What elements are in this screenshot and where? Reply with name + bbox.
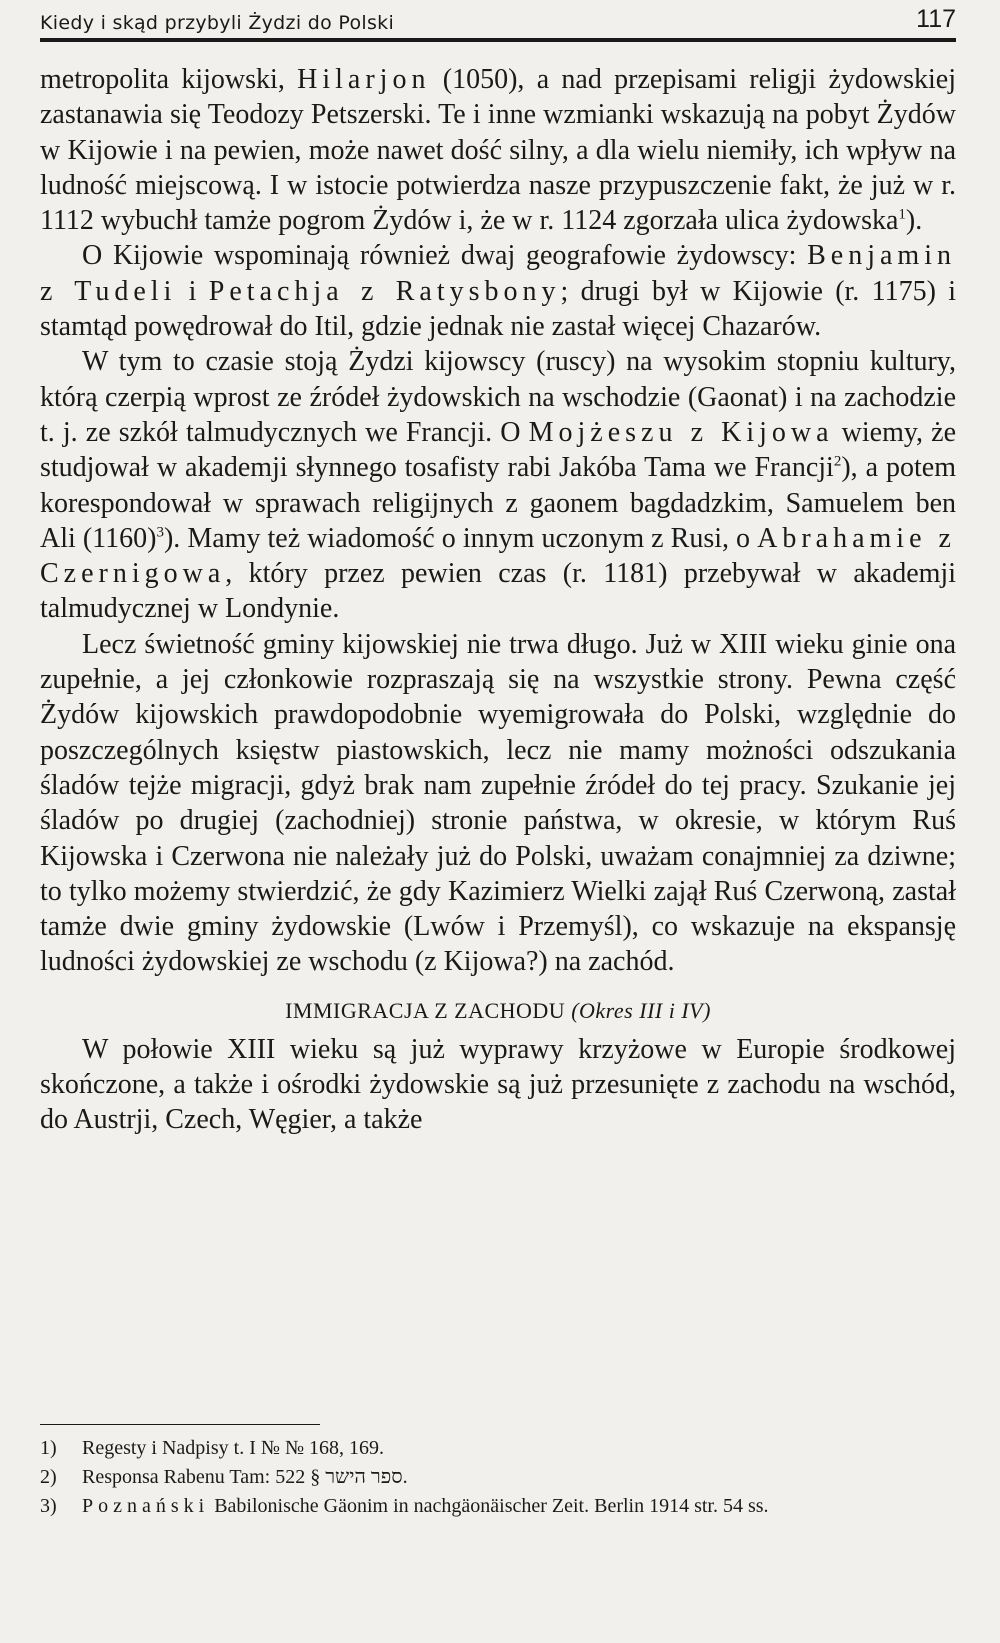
section-title: IMMIGRACJA Z ZACHODU — [285, 997, 566, 1023]
footnote-text: Babilonische Gäonim in nachgäonäischer Zeit. Berlin 1914 str. 54 ss. — [209, 1495, 769, 1517]
footnotes — [40, 1434, 956, 1521]
spaced-name: Mojżeszu z Kijowa — [528, 416, 834, 448]
spaced-name: Petachja z Ratysbony — [208, 275, 561, 307]
paragraph-2: O Kijowie wspominają również dwaj geografowie żydowscy: Benjamin z Tudeli i Petachja z Ratysbony; drugi był w Kijowie (r. 1175) i stamtąd powędrował do Itil, gdzie jednak nie zastał więcej Chazarów. — [40, 240, 957, 343]
paragraph-3: W tym to czasie stoją Żydzi kijowscy (ruscy) na wysokim stopniu kultury, którą czerpią wprost ze źródeł żydowskich na wschodzie (Gaonat) i na zachodzie t. j. ze szkół talmudycznych we Francji. O Mojżeszu z Kijowa wiemy, że studjował w akademji słynnego tosafisty rabi Jakóba Tama we Francji$^2$), a potem korespondował w sprawach religijnych z gaonem bagdadzkim, Samuelem ben Ali $(1160)^3$). Mamy też wiadomość o innym uczonym z Rusi, o Abrahamie z Czernigowa, który przez pewien czas (r. 1181) przebywał w akademji talmudycznej w Londynie. — [40, 346, 957, 625]
paragraph-1: metropolita kijowski, Hilarjon (1050), a nad przepisami religji żydowskiej zastanawia się Teodozy Petszerski. Te i inne wzmianki wskazują na pobyt Żydów w Kijowie i na pewien, może nawet dość silny, a dla wielu niemiły, ich wpływ na ludność miejscową. I w istocie potwierdza nasze przypuszczenie fakt, że już w r. 1112 wybuchł tamże pogrom Żydów i, że w r. 1124 zgorzała ulica żydowska$^1$). — [40, 64, 957, 237]
header-rule — [40, 38, 956, 42]
paragraph-4: Lecz świetność gminy kijowskiej nie trwa długo. Już w XIII wieku ginie ona zupełnie, a jej członkowie rozpraszają się na wszystkie strony. Pewna część Żydów kijowskich prawdopodobnie wyemigrowała do Polski, względnie do poszczególnych księstw piastowskich, lecz nie mamy możności odszukania śladów tejże migracji, gdyż brak nam zupełnie źródeł do tej pracy. Szukanie jej śladów po drugiej (zachodniej) stronie państwa, w okresie, w którym Ruś Kijowska i Czerwona nie należały już do Polski, uważam conajmniej za dziwne; to tylko możemy stwierdzić, że gdy Kazimierz Wielki zajął Ruś Czerwoną, zastał tamże dwie gminy żydowskie (Lwów i Przemyśl), co wskazuje na ekspansję ludności żydowskiej ze wschodu (z Kijowa?) na zachód. — [40, 628, 956, 978]
footnote-text: Responsa Rabenu Tam: ספר הישר § 522. — [82, 1466, 408, 1488]
spaced-name: Abrahamie z Czernigowa — [40, 522, 956, 590]
section-heading — [40, 996, 956, 1026]
paragraph-5: W połowie XIII wieku są już wyprawy krzyżowe w Europie środkowej skończone, a także i ośrodki żydowskie są już przesunięte z zachodu na wschód, do Austrji, Czech, Węgier, a także — [40, 1033, 956, 1136]
footnote-1 — [40, 1434, 956, 1463]
footnote-ref-2[interactable]: 2 — [833, 453, 842, 470]
footnote-ref-3[interactable]: 3 — [156, 524, 164, 541]
running-head — [40, 4, 956, 34]
body-text — [40, 62, 956, 1138]
footnote-ref-1[interactable]: 1 — [898, 206, 906, 223]
page-number: 117 — [916, 5, 956, 33]
footnote-mark: 3) — [40, 1495, 57, 1517]
section-subtitle: (Okres III i IV) — [571, 997, 711, 1023]
footnote-author: Poznański — [82, 1495, 210, 1517]
footnote-rule — [40, 1424, 320, 1425]
spaced-name: Benjamin z Tudeli — [40, 240, 956, 307]
footnote-2 — [40, 1463, 956, 1492]
footnote-mark: 1) — [40, 1437, 57, 1459]
spaced-name: Hilarjon — [297, 64, 431, 95]
running-title: Kiedy i skąd przybyli Żydzi do Polski — [40, 12, 395, 34]
footnote-text: Regesty i Nadpisy t. I № № 168, 169. — [82, 1437, 385, 1459]
footnote-mark: 2) — [40, 1466, 57, 1488]
footnote-3 — [40, 1492, 956, 1521]
